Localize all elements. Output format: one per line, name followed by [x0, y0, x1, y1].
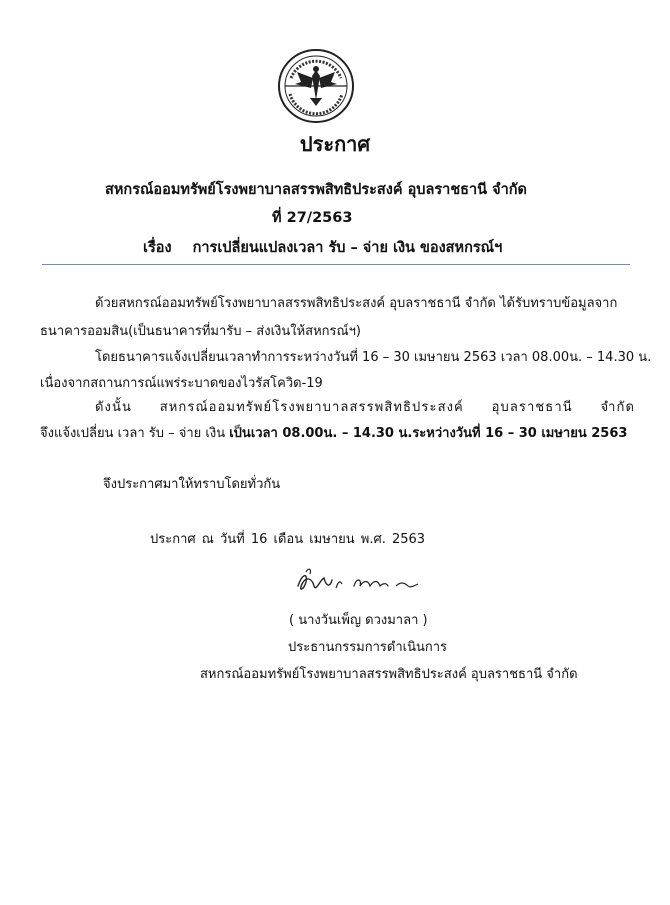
subject-line — [143, 236, 502, 259]
signatory-name: ( นางวันเพ็ญ ดวงมาลา ) — [289, 613, 428, 628]
header-divider — [42, 264, 630, 265]
paragraph-1-line-1: ด้วยสหกรณ์ออมทรัพย์โรงพยาบาลสรรพสิทธิประสงค์ อุบลราชธานี จำกัด ได้รับทราบข้อมูลจาก — [95, 296, 618, 311]
paragraph-2-line-2: เนื่องจากสถานการณ์แพร่ระบาดของไวรัสโควิด-19 — [40, 376, 323, 391]
paragraph-2-line-1: โดยธนาคารแจ้งเปลี่ยนเวลาทำการระหว่างวันที่ 16 – 30 เมษายน 2563 เวลา 08.00น. – 14.30 น. — [95, 350, 652, 365]
page-title: ประกาศ — [299, 132, 371, 156]
signatory-organization: สหกรณ์ออมทรัพย์โรงพยาบาลสรรพสิทธิประสงค์ อุบลราชธานี จำกัด — [200, 667, 578, 682]
announcement-date: ประกาศ ณ วันที่ 16 เดือน เมษายน พ.ศ. 2563 — [150, 532, 426, 547]
header-organization: สหกรณ์ออมทรัพย์โรงพยาบาลสรรพสิทธิประสงค์ อุบลราชธานี จำกัด — [105, 182, 527, 198]
paragraph-3-normal-text: จึงแจ้งเปลี่ยน เวลา รับ – จ่าย เงิน — [40, 426, 230, 441]
paragraph-3-line-1: ดังนั้น สหกรณ์ออมทรัพย์โรงพยาบาลสรรพสิทธิประสงค์ อุบลราชธานี จำกัด — [95, 400, 635, 415]
signatory-position: ประธานกรรมการดำเนินการ — [288, 640, 448, 655]
subject-label: เรื่อง — [143, 240, 172, 256]
announcement-number: ที่ 27/2563 — [272, 210, 353, 226]
paragraph-3-line-2 — [40, 422, 627, 443]
paragraph-3-bold-text: เป็นเวลา 08.00น. – 14.30 น.ระหว่างวันที่ 16 – 30 เมษายน 2563 — [229, 426, 628, 441]
garuda-seal-icon — [277, 48, 355, 124]
handwritten-signature — [292, 566, 432, 600]
closing-text: จึงประกาศมาให้ทราบโดยทั่วกัน — [103, 477, 281, 492]
subject-text: การเปลี่ยนแปลงเวลา รับ – จ่าย เงิน ของสหกรณ์ฯ — [192, 240, 503, 256]
paragraph-1-line-2: ธนาคารออมสิน(เป็นธนาคารที่มารับ – ส่งเงินให้สหกรณ์ฯ) — [40, 324, 361, 339]
